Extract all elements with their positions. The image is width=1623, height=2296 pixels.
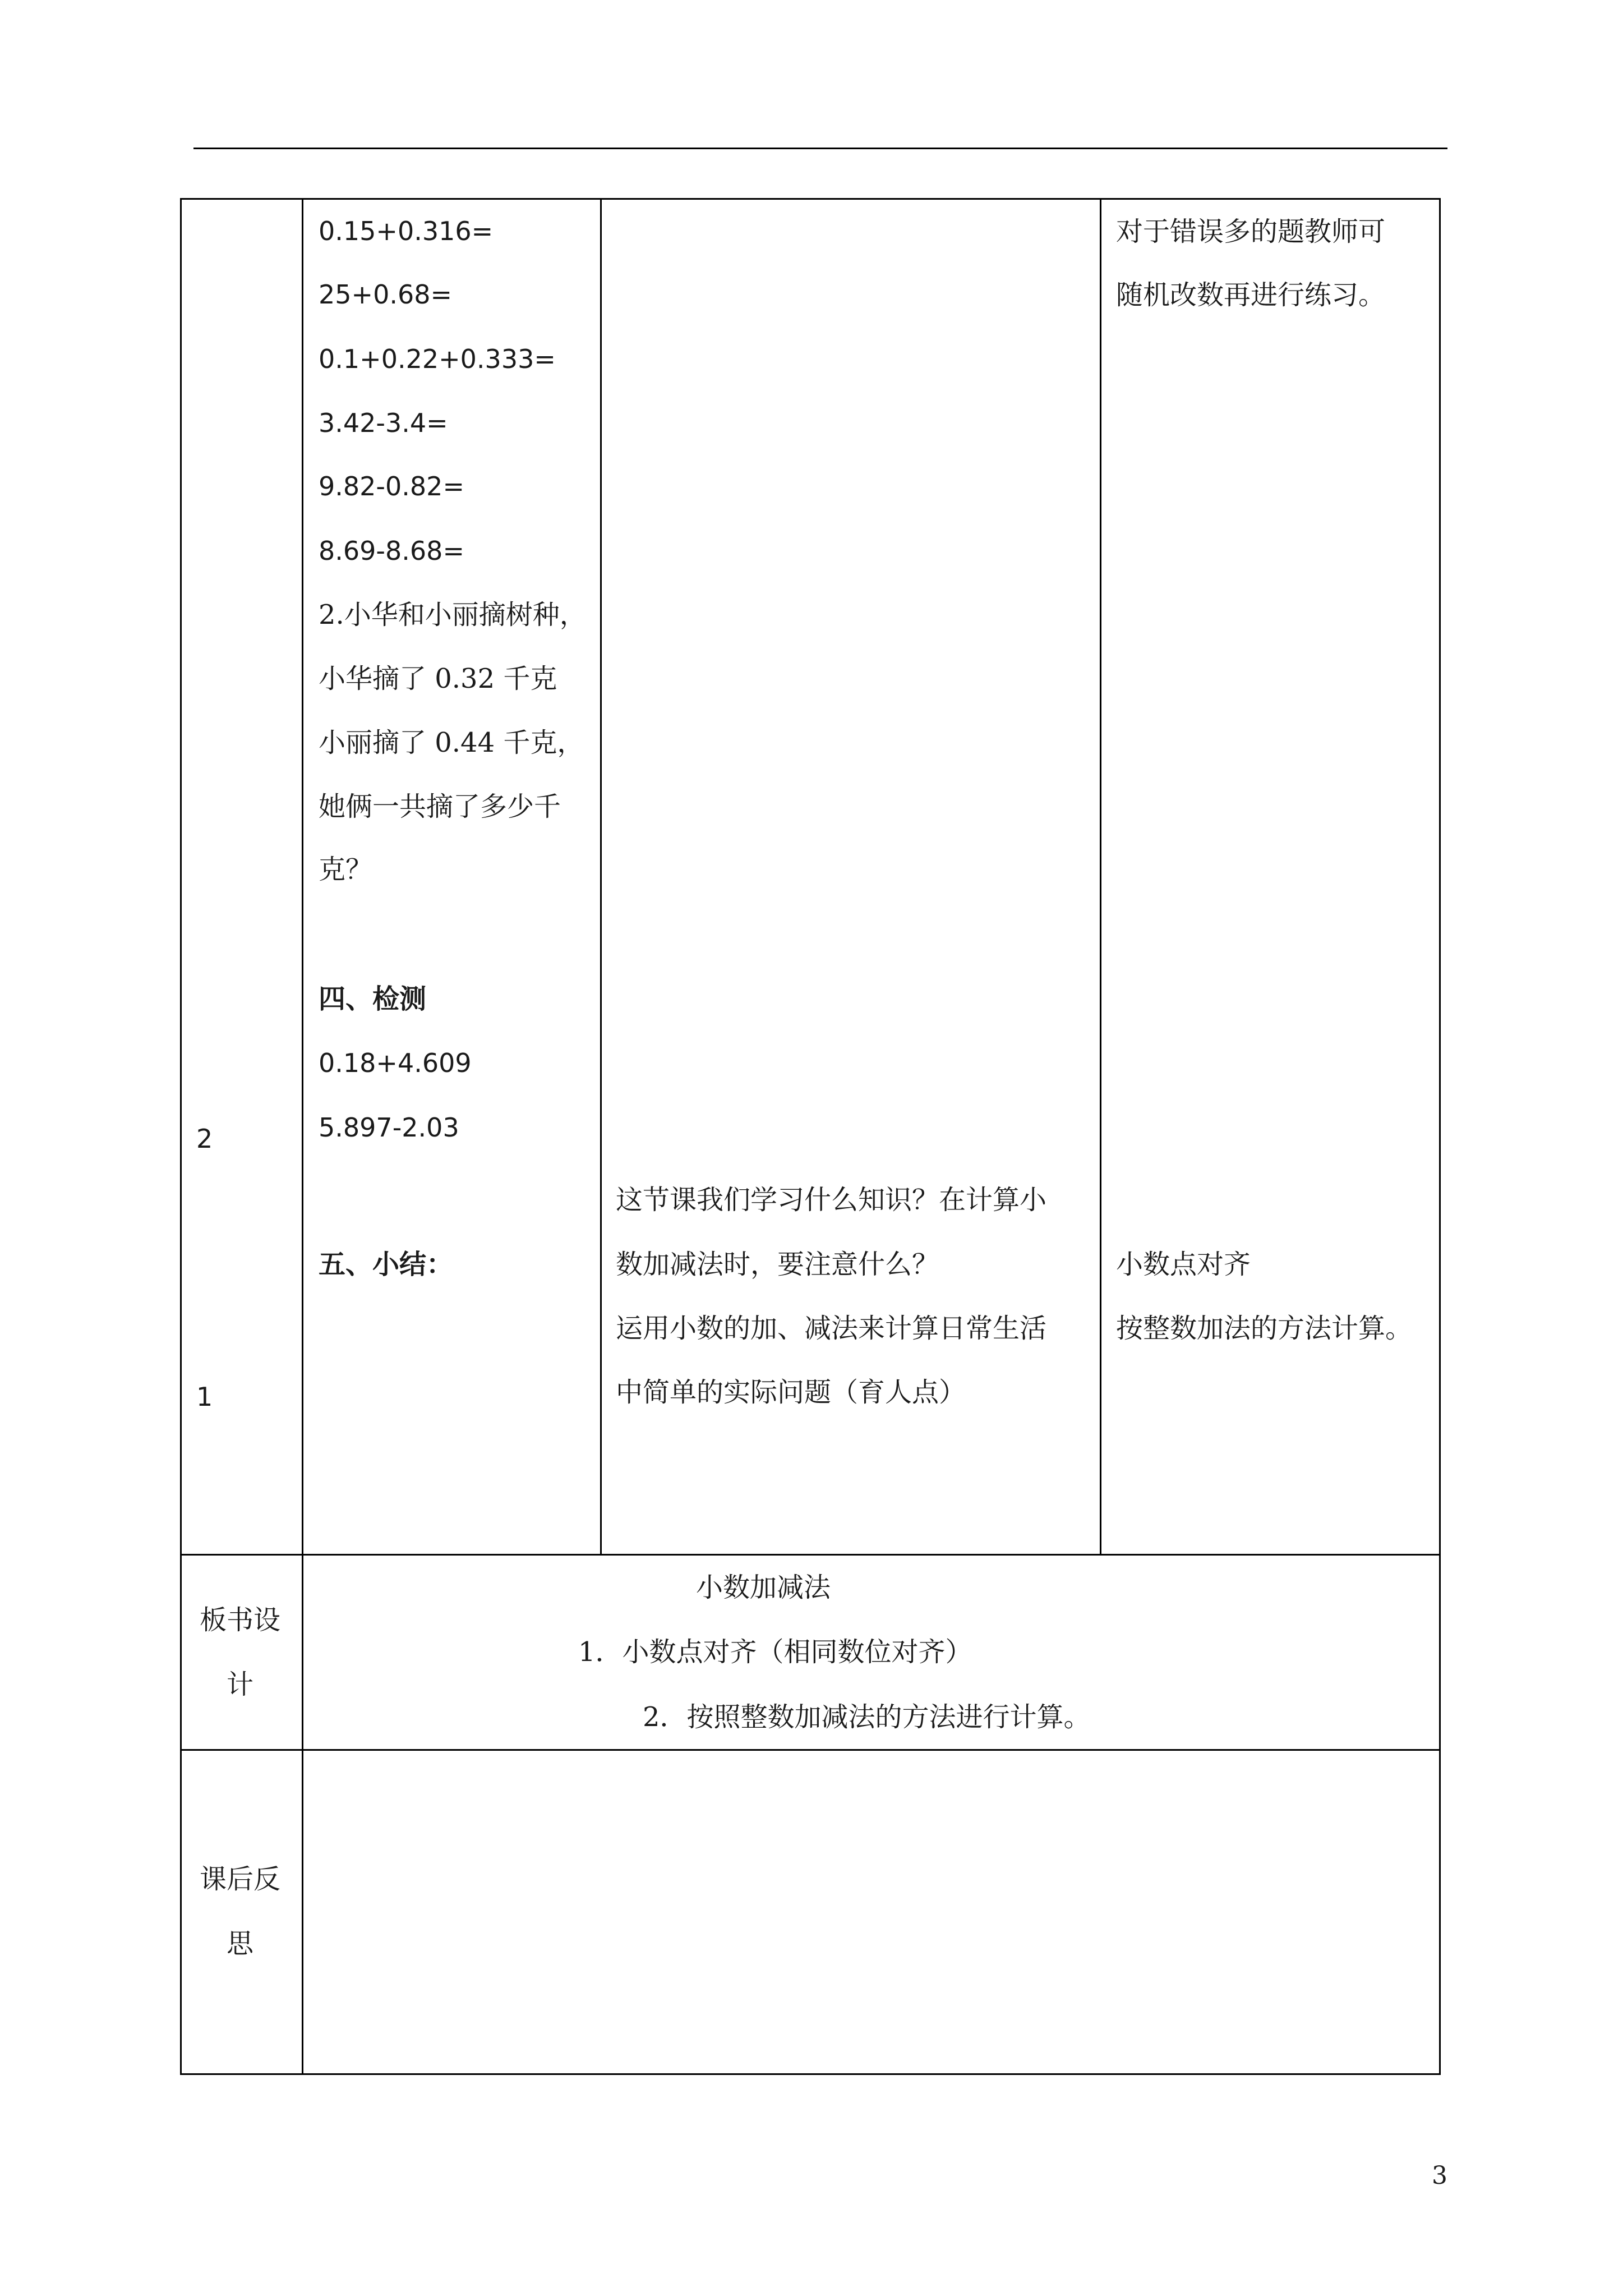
word-problem-line: 小丽摘了 0.44 千克， — [319, 727, 584, 758]
row-divider-reflection — [180, 1749, 1441, 1751]
teacher-note-line: 对于错误多的题教师可 — [1116, 216, 1386, 247]
word-problem-line: 克？ — [319, 854, 373, 885]
exercise-item: 3.42-3.4= — [319, 408, 448, 438]
student-response-line: 按整数加法的方法计算。 — [1116, 1313, 1413, 1344]
teacher-note-line: 随机改数再进行练习。 — [1116, 279, 1386, 311]
column-divider-2 — [600, 198, 602, 1556]
reflection-label: 思 — [227, 1928, 254, 1959]
student-response-line: 小数点对齐 — [1116, 1249, 1251, 1280]
board-design-point: 2．按照整数加减法的方法进行计算。 — [643, 1701, 1091, 1733]
page-number: 3 — [1432, 2161, 1447, 2190]
test-item: 0.18+4.609 — [319, 1048, 472, 1078]
board-design-label: 板书设 — [200, 1604, 281, 1636]
word-problem-line: 她俩一共摘了多少千 — [319, 791, 561, 822]
column-divider-3 — [1100, 198, 1101, 1556]
period-number: 1 — [196, 1382, 213, 1412]
exercise-item: 8.69-8.68= — [319, 536, 464, 566]
teacher-activity-line: 运用小数的加、减法来计算日常生活 — [616, 1313, 1047, 1344]
column-divider-1 — [302, 198, 303, 2075]
exercise-item: 0.1+0.22+0.333= — [319, 344, 556, 374]
word-problem-line: 小华摘了 0.32 千克 — [319, 663, 557, 694]
table-left-border — [180, 198, 182, 2075]
section-title-test: 四、检测 — [319, 983, 427, 1015]
test-item: 5.897-2.03 — [319, 1112, 459, 1143]
board-design-label: 计 — [227, 1669, 254, 1700]
teacher-activity-line: 这节课我们学习什么知识？在计算小 — [616, 1184, 1047, 1216]
exercise-item: 9.82-0.82= — [319, 471, 464, 501]
word-problem-line: 2.小华和小丽摘树种， — [319, 599, 587, 631]
period-number: 2 — [196, 1124, 213, 1154]
table-top-border — [180, 198, 1441, 200]
row-divider-board — [180, 1554, 1441, 1556]
table-bottom-border — [180, 2073, 1441, 2075]
teacher-activity-line: 中简单的实际问题（育人点） — [616, 1377, 966, 1408]
reflection-label: 课后反 — [200, 1864, 281, 1895]
header-rule — [193, 148, 1447, 149]
exercise-item: 0.15+0.316= — [319, 216, 494, 246]
section-title-summary: 五、小结： — [319, 1249, 454, 1280]
table-right-border — [1439, 198, 1441, 2075]
exercise-item: 25+0.68= — [319, 279, 453, 310]
board-design-point: 1．小数点对齐（相同数位对齐） — [578, 1636, 972, 1668]
board-design-title: 小数加减法 — [696, 1572, 831, 1603]
teacher-activity-line: 数加减法时，要注意什么？ — [616, 1249, 939, 1280]
